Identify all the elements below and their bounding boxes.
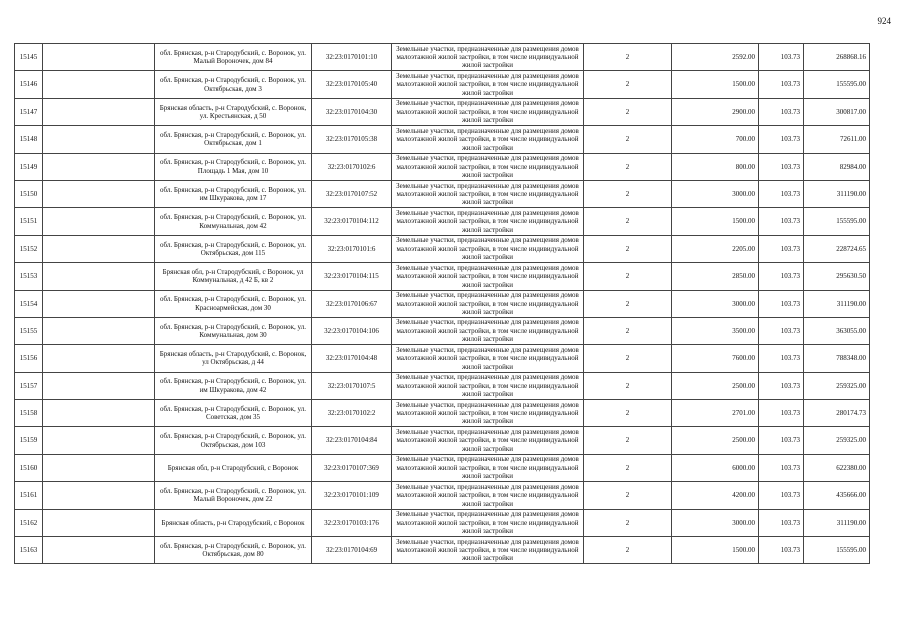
cell-cadastral-value: 311190.00 [804,509,870,536]
cell-specific-value: 103.73 [759,454,804,481]
cell-cadastral-number: 32:23:0170105:40 [312,71,392,98]
cell-row-number: 15152 [15,235,43,262]
cell-cadastral-value: 311190.00 [804,290,870,317]
cell-empty [43,482,155,509]
cell-empty [43,208,155,235]
cell-empty [43,509,155,536]
cell-row-number: 15161 [15,482,43,509]
cell-category: 2 [584,290,672,317]
cell-address: обл. Брянская, р-н Стародубский, с. Воронок, ул. Площадь 1 Мая, дом 10 [155,153,312,180]
cell-specific-value: 103.73 [759,126,804,153]
cell-category: 2 [584,372,672,399]
cell-empty [43,290,155,317]
cell-category: 2 [584,427,672,454]
table-row [15,208,870,235]
table-row [15,482,870,509]
cell-cadastral-number: 32:23:0170104:115 [312,263,392,290]
table-row [15,509,870,536]
table-row [15,98,870,125]
cell-address: Брянская обл, р-н Стародубский, с Воронок, ул Коммунальная, д 42 Б, кв 2 [155,263,312,290]
cell-empty [43,345,155,372]
table-row [15,400,870,427]
cell-row-number: 15153 [15,263,43,290]
cell-row-number: 15157 [15,372,43,399]
cell-cadastral-value: 155595.00 [804,537,870,564]
cell-category: 2 [584,454,672,481]
cell-category: 2 [584,400,672,427]
cell-specific-value: 103.73 [759,427,804,454]
cell-empty [43,71,155,98]
page-number: 924 [877,16,891,26]
cell-specific-value: 103.73 [759,44,804,71]
cell-area: 2500.00 [672,427,759,454]
cell-area: 1500.00 [672,537,759,564]
cell-category: 2 [584,482,672,509]
cell-address: обл. Брянская, р-н Стародубский, с. Воронок, ул. Октябрьская, дом 80 [155,537,312,564]
cell-row-number: 15148 [15,126,43,153]
cell-cadastral-number: 32:23:0170104:30 [312,98,392,125]
cell-cadastral-number: 32:23:0170101:10 [312,44,392,71]
cell-area: 4200.00 [672,482,759,509]
cell-specific-value: 103.73 [759,509,804,536]
cell-area: 3500.00 [672,317,759,344]
cell-cadastral-number: 32:23:0170101:6 [312,235,392,262]
table-row [15,454,870,481]
table-row [15,317,870,344]
cell-cadastral-number: 32:23:0170105:38 [312,126,392,153]
cell-specific-value: 103.73 [759,235,804,262]
cell-address: обл. Брянская, р-н Стародубский, с. Воронок, ул. Малый Вороночек, дом 22 [155,482,312,509]
cell-permitted-use: Земельные участки, предназначенные для размещения домов малоэтажной жилой застройки, в том числе индивидуальной жилой застройки [392,400,584,427]
cell-empty [43,372,155,399]
cell-permitted-use: Земельные участки, предназначенные для размещения домов малоэтажной жилой застройки, в том числе индивидуальной жилой застройки [392,482,584,509]
cell-area: 1500.00 [672,71,759,98]
cell-cadastral-number: 32:23:0170107:5 [312,372,392,399]
cell-specific-value: 103.73 [759,400,804,427]
table-row [15,372,870,399]
cell-row-number: 15150 [15,180,43,207]
cell-area: 2701.00 [672,400,759,427]
cell-category: 2 [584,509,672,536]
cell-cadastral-number: 32:23:0170104:112 [312,208,392,235]
cell-empty [43,44,155,71]
cell-cadastral-value: 228724.65 [804,235,870,262]
cell-empty [43,126,155,153]
cell-cadastral-value: 311190.00 [804,180,870,207]
cell-address: Брянская область, р-н Стародубский, с Воронок [155,509,312,536]
cell-empty [43,98,155,125]
cell-area: 2205.00 [672,235,759,262]
cell-permitted-use: Земельные участки, предназначенные для размещения домов малоэтажной жилой застройки, в том числе индивидуальной жилой застройки [392,44,584,71]
cell-cadastral-value: 363055.00 [804,317,870,344]
cell-address: обл. Брянская, р-н Стародубский, с. Воронок, ул. им Шкуракова, дом 17 [155,180,312,207]
cell-specific-value: 103.73 [759,71,804,98]
cell-area: 3000.00 [672,180,759,207]
cell-category: 2 [584,208,672,235]
table-row [15,235,870,262]
cell-cadastral-value: 295630.50 [804,263,870,290]
cell-address: обл. Брянская, р-н Стародубский, с. Воронок, ул. Октябрьская, дом 3 [155,71,312,98]
cell-area: 800.00 [672,153,759,180]
cell-cadastral-number: 32:23:0170102:2 [312,400,392,427]
cell-permitted-use: Земельные участки, предназначенные для размещения домов малоэтажной жилой застройки, в том числе индивидуальной жилой застройки [392,126,584,153]
cell-cadastral-value: 788348.00 [804,345,870,372]
cell-row-number: 15158 [15,400,43,427]
cell-category: 2 [584,71,672,98]
cell-specific-value: 103.73 [759,537,804,564]
cell-permitted-use: Земельные участки, предназначенные для размещения домов малоэтажной жилой застройки, в том числе индивидуальной жилой застройки [392,427,584,454]
cell-cadastral-number: 32:23:0170106:67 [312,290,392,317]
table-row [15,290,870,317]
cell-permitted-use: Земельные участки, предназначенные для размещения домов малоэтажной жилой застройки, в том числе индивидуальной жилой застройки [392,153,584,180]
cell-address: обл. Брянская, р-н Стародубский, с. Воронок, ул. Коммунальная, дом 30 [155,317,312,344]
cell-permitted-use: Земельные участки, предназначенные для размещения домов малоэтажной жилой застройки, в том числе индивидуальной жилой застройки [392,454,584,481]
cell-area: 6000.00 [672,454,759,481]
cell-category: 2 [584,98,672,125]
cell-permitted-use: Земельные участки, предназначенные для размещения домов малоэтажной жилой застройки, в том числе индивидуальной жилой застройки [392,71,584,98]
cell-cadastral-number: 32:23:0170107:52 [312,180,392,207]
cell-row-number: 15162 [15,509,43,536]
cell-area: 1500.00 [672,208,759,235]
cell-specific-value: 103.73 [759,372,804,399]
cell-address: Брянская область, р-н Стародубский, с. Воронок, ул. Крестьянская, д 50 [155,98,312,125]
cell-address: обл. Брянская, р-н Стародубский, с. Воронок, ул. им Шкуракова, дом 42 [155,372,312,399]
cell-specific-value: 103.73 [759,263,804,290]
cell-cadastral-value: 300817.00 [804,98,870,125]
cell-specific-value: 103.73 [759,208,804,235]
cell-specific-value: 103.73 [759,317,804,344]
cell-empty [43,454,155,481]
table-row [15,153,870,180]
table-row [15,180,870,207]
table-body [15,44,870,564]
cell-cadastral-value: 72611.00 [804,126,870,153]
cell-row-number: 15147 [15,98,43,125]
cell-cadastral-number: 32:23:0170101:109 [312,482,392,509]
cell-permitted-use: Земельные участки, предназначенные для размещения домов малоэтажной жилой застройки, в том числе индивидуальной жилой застройки [392,509,584,536]
cell-cadastral-number: 32:23:0170102:6 [312,153,392,180]
cell-permitted-use: Земельные участки, предназначенные для размещения домов малоэтажной жилой застройки, в том числе индивидуальной жилой застройки [392,372,584,399]
table-row [15,263,870,290]
cell-address: обл. Брянская, р-н Стародубский, с. Воронок, ул. Октябрьская, дом 115 [155,235,312,262]
cell-row-number: 15154 [15,290,43,317]
cell-address: обл. Брянская, р-н Стародубский, с. Воронок, ул. Октябрьская, дом 103 [155,427,312,454]
cell-cadastral-number: 32:23:0170104:69 [312,537,392,564]
cell-cadastral-value: 435666.00 [804,482,870,509]
cell-category: 2 [584,317,672,344]
cell-address: Брянская обл, р-н Стародубский, с Воронок [155,454,312,481]
cell-cadastral-value: 259325.00 [804,427,870,454]
cell-specific-value: 103.73 [759,345,804,372]
table-row [15,71,870,98]
cell-empty [43,427,155,454]
cell-permitted-use: Земельные участки, предназначенные для размещения домов малоэтажной жилой застройки, в том числе индивидуальной жилой застройки [392,235,584,262]
cell-row-number: 15149 [15,153,43,180]
cell-cadastral-value: 155595.00 [804,71,870,98]
cell-row-number: 15156 [15,345,43,372]
cell-category: 2 [584,126,672,153]
cell-specific-value: 103.73 [759,290,804,317]
cell-category: 2 [584,263,672,290]
cell-permitted-use: Земельные участки, предназначенные для размещения домов малоэтажной жилой застройки, в том числе индивидуальной жилой застройки [392,98,584,125]
cell-row-number: 15163 [15,537,43,564]
cell-cadastral-number: 32:23:0170107:369 [312,454,392,481]
cell-area: 2500.00 [672,372,759,399]
cell-row-number: 15159 [15,427,43,454]
cell-cadastral-number: 32:23:0170104:84 [312,427,392,454]
cell-permitted-use: Земельные участки, предназначенные для размещения домов малоэтажной жилой застройки, в том числе индивидуальной жилой застройки [392,317,584,344]
table-row [15,345,870,372]
cell-cadastral-value: 259325.00 [804,372,870,399]
cell-category: 2 [584,235,672,262]
cell-row-number: 15160 [15,454,43,481]
cell-permitted-use: Земельные участки, предназначенные для размещения домов малоэтажной жилой застройки, в том числе индивидуальной жилой застройки [392,290,584,317]
table-row [15,537,870,564]
cell-area: 2900.00 [672,98,759,125]
cell-category: 2 [584,537,672,564]
cell-specific-value: 103.73 [759,482,804,509]
cell-address: Брянская область, р-н Стародубский, с. Воронок, ул Октябрьская, д 44 [155,345,312,372]
cell-category: 2 [584,345,672,372]
cell-empty [43,263,155,290]
cell-specific-value: 103.73 [759,180,804,207]
cell-cadastral-number: 32:23:0170104:48 [312,345,392,372]
cell-permitted-use: Земельные участки, предназначенные для размещения домов малоэтажной жилой застройки, в том числе индивидуальной жилой застройки [392,208,584,235]
cell-permitted-use: Земельные участки, предназначенные для размещения домов малоэтажной жилой застройки, в том числе индивидуальной жилой застройки [392,345,584,372]
cell-cadastral-number: 32:23:0170103:176 [312,509,392,536]
cell-cadastral-number: 32:23:0170104:106 [312,317,392,344]
cell-cadastral-value: 82984.00 [804,153,870,180]
cell-address: обл. Брянская, р-н Стародубский, с. Воронок, ул. Красноармейская, дом 30 [155,290,312,317]
cell-empty [43,400,155,427]
cell-empty [43,235,155,262]
table-row [15,427,870,454]
cell-category: 2 [584,153,672,180]
cell-row-number: 15145 [15,44,43,71]
cell-address: обл. Брянская, р-н Стародубский, с. Воронок, ул. Октябрьская, дом 1 [155,126,312,153]
cell-permitted-use: Земельные участки, предназначенные для размещения домов малоэтажной жилой застройки, в том числе индивидуальной жилой застройки [392,263,584,290]
cell-row-number: 15155 [15,317,43,344]
cell-area: 7600.00 [672,345,759,372]
cell-row-number: 15146 [15,71,43,98]
cell-cadastral-value: 155595.00 [804,208,870,235]
cell-permitted-use: Земельные участки, предназначенные для размещения домов малоэтажной жилой застройки, в том числе индивидуальной жилой застройки [392,537,584,564]
cell-cadastral-value: 622380.00 [804,454,870,481]
cell-row-number: 15151 [15,208,43,235]
cell-empty [43,317,155,344]
cell-area: 700.00 [672,126,759,153]
cell-specific-value: 103.73 [759,153,804,180]
cell-empty [43,153,155,180]
cell-area: 3000.00 [672,290,759,317]
cell-category: 2 [584,44,672,71]
cell-empty [43,537,155,564]
cell-category: 2 [584,180,672,207]
cell-specific-value: 103.73 [759,98,804,125]
cell-address: обл. Брянская, р-н Стародубский, с. Воронок, ул. Коммунальная, дом 42 [155,208,312,235]
table-row [15,126,870,153]
cell-area: 2850.00 [672,263,759,290]
cell-area: 3000.00 [672,509,759,536]
cell-area: 2592.00 [672,44,759,71]
cell-cadastral-value: 280174.73 [804,400,870,427]
cell-permitted-use: Земельные участки, предназначенные для размещения домов малоэтажной жилой застройки, в том числе индивидуальной жилой застройки [392,180,584,207]
table-row [15,44,870,71]
cell-cadastral-value: 268868.16 [804,44,870,71]
cell-address: обл. Брянская, р-н Стародубский, с. Воронок, ул. Малый Вороночек, дом 84 [155,44,312,71]
cell-empty [43,180,155,207]
cell-address: обл. Брянская, р-н Стародубский, с. Воронок, ул. Советская, дом 35 [155,400,312,427]
land-plots-table [14,43,870,564]
